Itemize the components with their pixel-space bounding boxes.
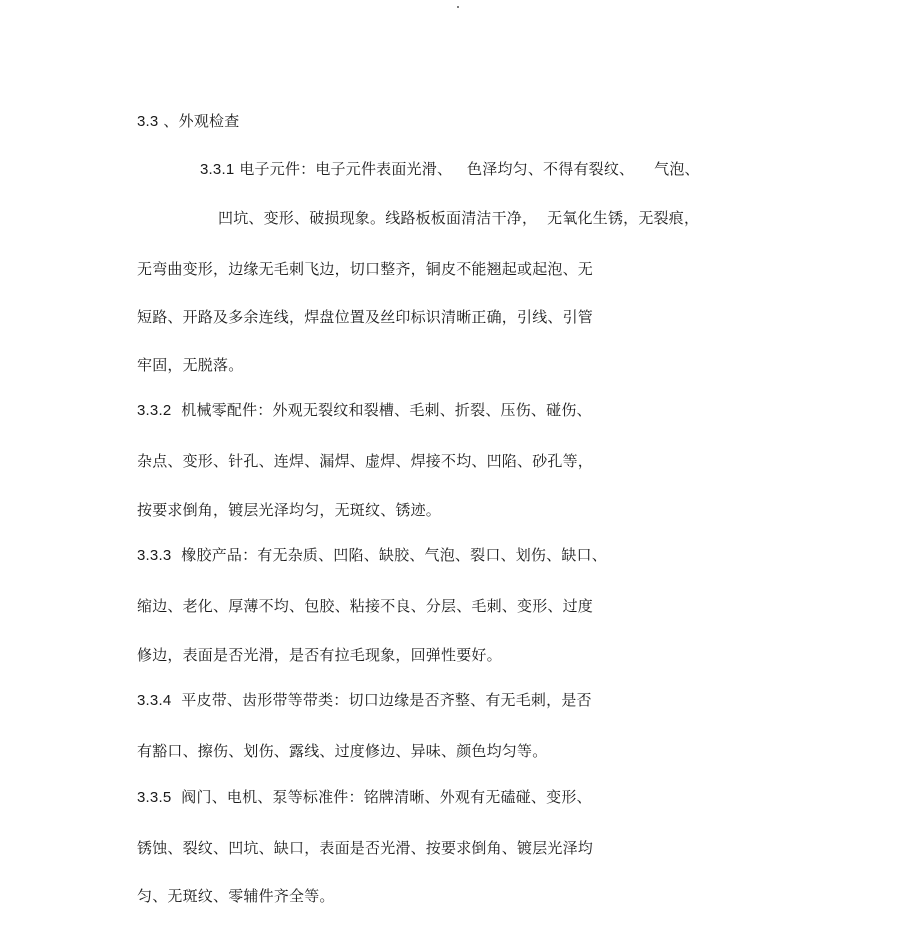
item-3-3-5-line-3: 匀、无斑纹、零辅件齐全等。	[137, 887, 335, 905]
item-text: 电子元件：电子元件表面光滑、 色泽均匀、不得有裂纹、 气泡、	[234, 160, 700, 178]
item-3-3-1-line-2: 凹坑、变形、破损现象。线路板板面清洁干净， 无氧化生锈，无裂痕，	[218, 209, 700, 227]
item-3-3-1-line-1	[200, 159, 700, 180]
item-3-3-2-line-2: 杂点、变形、针孔、连焊、漏焊、虚焊、焊接不均、凹陷、砂孔等，	[137, 452, 594, 470]
section-heading	[137, 111, 239, 132]
item-3-3-4-line-2: 有豁口、擦伤、划伤、露线、过度修边、异味、颜色均匀等。	[137, 742, 548, 760]
item-3-3-1-line-4: 短路、开路及多余连线，焊盘位置及丝印标识清晰正确，引线、引管	[137, 308, 594, 326]
item-number: 3.3.4	[137, 692, 172, 709]
section-title: 、外观检查	[158, 112, 240, 130]
item-3-3-2-line-3: 按要求倒角，镀层光泽均匀，无斑纹、锈迹。	[137, 501, 442, 519]
item-number: 3.3.1	[200, 161, 235, 178]
item-text: 阀门、电机、泵等标准件：铭牌清晰、外观有无磕碰、变形、	[171, 788, 592, 806]
item-3-3-3-line-2: 缩边、老化、厚薄不均、包胶、粘接不良、分层、毛刺、变形、过度	[137, 597, 594, 615]
item-3-3-3-line-1	[137, 545, 607, 566]
item-text: 平皮带、齿形带等带类：切口边缘是否齐整、有无毛刺，是否	[171, 691, 592, 709]
item-3-3-5-line-2: 锈蚀、裂纹、凹坑、缺口，表面是否光滑、按要求倒角、镀层光泽均	[137, 839, 594, 857]
item-number: 3.3.5	[137, 789, 172, 806]
item-3-3-3-line-3: 修边，表面是否光滑，是否有拉毛现象，回弹性要好。	[137, 646, 502, 664]
item-3-3-1-line-3: 无弯曲变形，边缘无毛刺飞边，切口整齐，铜皮不能翘起或起泡、无	[137, 260, 594, 278]
item-3-3-2-line-1	[137, 400, 592, 421]
item-text: 橡胶产品：有无杂质、凹陷、缺胶、气泡、裂口、划伤、缺口、	[171, 546, 607, 564]
section-number: 3.3	[137, 113, 159, 130]
page-marker-dot	[457, 6, 459, 8]
item-number: 3.3.2	[137, 402, 172, 419]
item-3-3-1-line-5: 牢固，无脱落。	[137, 356, 244, 374]
item-3-3-4-line-1	[137, 690, 592, 711]
item-number: 3.3.3	[137, 547, 172, 564]
item-3-3-5-line-1	[137, 787, 592, 808]
item-text: 机械零配件：外观无裂纹和裂槽、毛刺、折裂、压伤、碰伤、	[171, 401, 592, 419]
